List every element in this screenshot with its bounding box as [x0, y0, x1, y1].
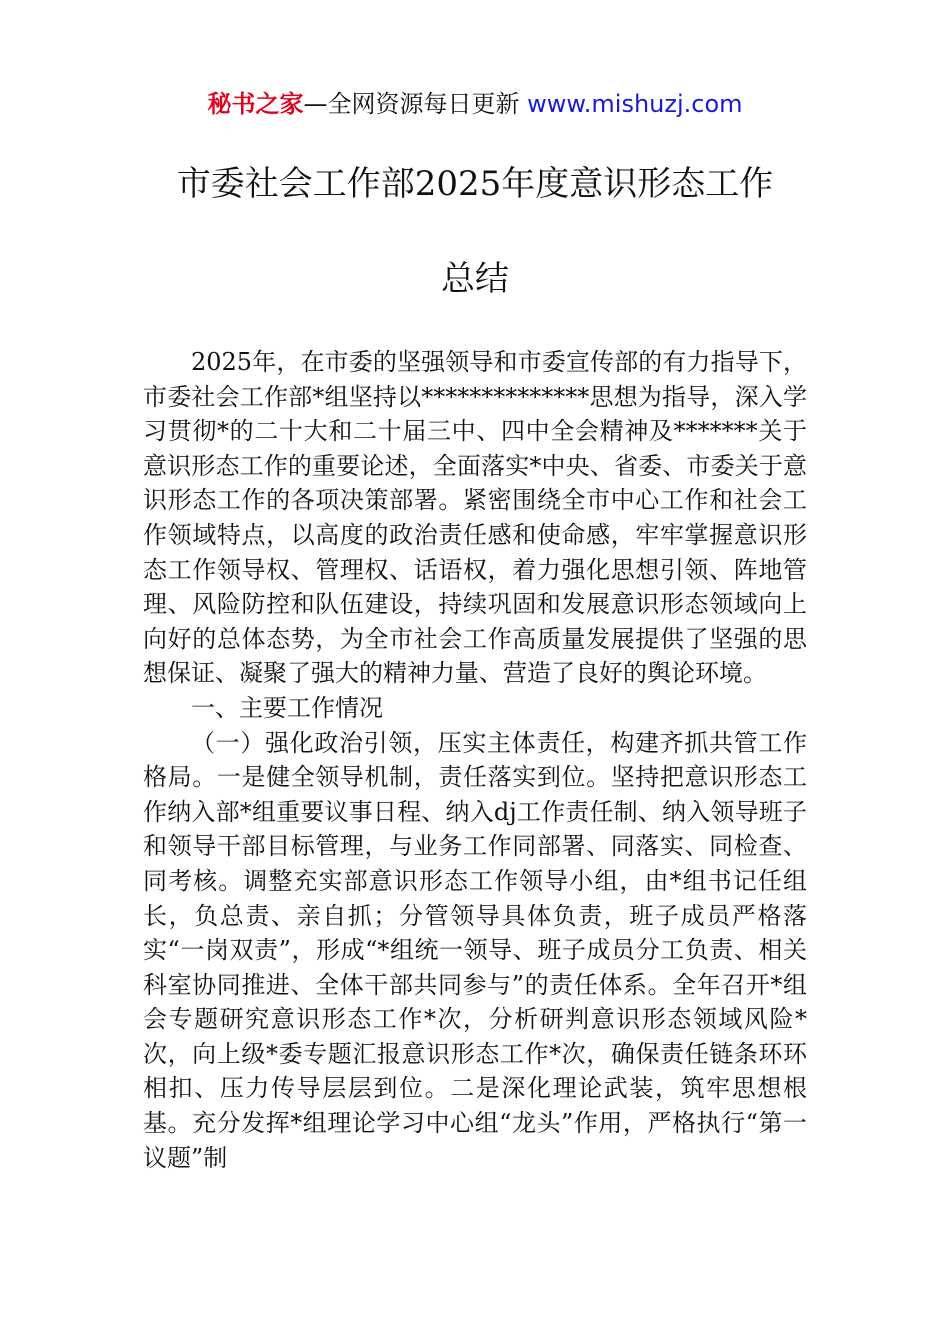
paragraph-section-1: （一）强化政治引领，压实主体责任，构建齐抓共管工作格局。一是健全领导机制，责任落实到位。坚持把意识形态工作纳入部*组重要议事日程、纳入dj工作责任制、纳入领导班子和领导干部目标管理，与业务工作同部署、同落实、同检查、同考核。调整充实部意识形态工作领导小组，由*组书记任组长，负总责、亲自抓；分管领导具体负责，班子成员严格落实“一岗双责”，形成“*组统一领导、班子成员分工负责、相关科室协同推进、全体干部共同参与”的责任体系。全年召开*组会专题研究意识形态工作*次，分析研判意识形态领域风险*次，向上级*委专题汇报意识形态工作*次，确保责任链条环环相扣、压力传导层层到位。二是深化理论武装，筑牢思想根基。充分发挥*组理论学习中心组“龙头”作用，严格执行“第一议题”制 [143, 728, 807, 1172]
site-tagline: —全网资源每日更新 [303, 90, 520, 118]
document-title-line1: 市委社会工作部2025年度意识形态工作 [176, 164, 774, 204]
section-heading-main-work: 一、主要工作情况 [191, 693, 383, 722]
site-header [0, 86, 950, 122]
document-body [143, 345, 807, 1175]
site-brand: 秘书之家 [207, 90, 304, 118]
paragraph-intro: 2025年，在市委的坚强领导和市委宣传部的有力指导下，市委社会工作部*组坚持以**************思想为指导，深入学习贯彻*的二十大和二十届三中、四中全会精神及*******关于意识形态工作的重要论述，全面落实*中央、省委、市委关于意识形态工作的各项决策部署。紧密围绕全市中心工作和社会工作领域特点，以高度的政治责任感和使命感，牢牢掌握意识形态工作领导权、管理权、话语权，着力强化思想引领、阵地管理、风险防控和队伍建设，持续巩固和发展意识形态领域向上向好的总体态势，为全市社会工作高质量发展提供了坚强的思想保证、凝聚了强大的精神力量、营造了良好的舆论环境。 [143, 348, 807, 688]
site-url-link[interactable]: www.mishuzj.com [527, 90, 743, 118]
document-title-line2: 总结 [441, 259, 509, 299]
